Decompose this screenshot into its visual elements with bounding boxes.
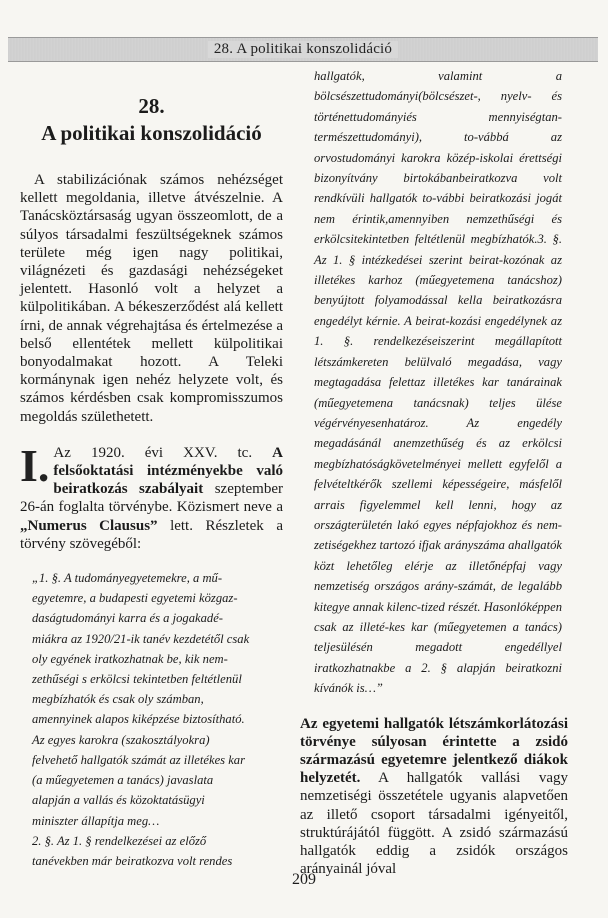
quote-line: vábbi beiratkozási jogát nem érintik, xyxy=(314,191,562,226)
right-paragraph-bold: Az egyetemi hallgatók létszámkorlátozási törvénye súlyosan érintette a zsidó származású egyetemre jelentkező diákok helyzetét. xyxy=(300,715,568,787)
quote-line: amennyinek alapos kiképzése biztosítható. xyxy=(32,712,245,727)
running-header xyxy=(8,37,598,62)
quote-line: miákra az 1920/21-ik tanév kezdetétől csak xyxy=(32,631,250,646)
chapter-title: A politikai konszolidáció xyxy=(41,121,262,145)
drop-cap: I. xyxy=(20,439,50,491)
quote-line: (a műegyetemen a tanács) javaslata xyxy=(32,773,214,788)
quote-line: határoz. Az engedély megadásánál a xyxy=(314,415,562,451)
law-nickname: „Numerus Clausus” xyxy=(20,517,158,534)
section-one xyxy=(20,439,283,553)
section-one-mid: szeptember 26-án foglalta törvénybe. Közismert neve a xyxy=(20,481,283,516)
law-title: A felsőoktatási intézményekbe való beiratkozás szabályait xyxy=(53,444,283,498)
quote-line: kozási engedélynek az 1. §. rendelkezései xyxy=(314,313,562,349)
quote-line: iskolai érettségi bizonyítvány birtokában xyxy=(314,150,562,186)
right-paragraph-rest: A hallgatók vallási vagy nemzetiségi összetétele ugyanis alapvetően az illető csoport társadalmi igényeitől, struktúrájától függött. A zsidó származású hallgatók eddig a zsidók országos arányainál jóval xyxy=(300,770,568,878)
section-one-post: lett. Részletek a törvény szövegéből: xyxy=(20,517,283,552)
quote-line: oly egyének iratkozhatnak be, kik nem- xyxy=(32,651,228,666)
quote-line: Az egyes karokra (szakosztályokra) xyxy=(32,732,210,747)
quote-line: a tanácshoz) benyújtott folyamodással kell xyxy=(314,273,562,308)
quote-line: tized részét. Hasonlóképpen csak az illeté- xyxy=(314,599,562,634)
quote-line: való megadása, vagy megtagadása felett xyxy=(314,354,562,390)
quote-line: követelményei mellett egyfelől a felvételt xyxy=(314,456,562,492)
right-column xyxy=(300,66,568,878)
quote-line: „1. §. A tudományegyetemekre, a mű- xyxy=(32,571,223,586)
law-quote-left xyxy=(32,568,273,871)
quote-line: tekintetben feltétlenül megbízhatók. xyxy=(353,232,538,247)
right-paragraph xyxy=(300,715,568,879)
running-header-title: 28. A politikai konszolidáció xyxy=(208,41,398,58)
quote-line: beiratkozva volt rendkívüli hallgatók to- xyxy=(314,171,562,206)
quote-line: daságtudományi karra és a jogakadé- xyxy=(32,611,223,626)
quote-line: zetiségekhez tartozó ifjak arányszáma a xyxy=(314,538,515,553)
quote-line: szerint megállapított létszámkereten belül xyxy=(314,334,562,369)
quote-line: kérők szellemi képességeire, másfelől arra xyxy=(314,477,562,512)
law-quote-right xyxy=(314,66,562,699)
chapter-number: 28. xyxy=(138,94,165,118)
quote-line: tanévekben már beiratkozva volt rendes xyxy=(32,853,233,868)
quote-line: hallgatók közt lehetőleg elérje az illető xyxy=(314,538,562,573)
section-one-pre: Az 1920. évi XXV. tc. xyxy=(53,444,273,461)
quote-line: kozónak az illetékes karhoz (műegyetemen xyxy=(314,252,562,288)
quote-line: (bölcsészet-, nyelv- és történettudományi xyxy=(314,89,562,124)
quote-line: felvehető hallgatók számát az illetékes kar xyxy=(32,752,245,767)
quote-line: kes kar (műegyetemen a tanács) teljes xyxy=(314,619,562,655)
quote-line: a beiratkozásra engedélyt kérnie. A beirat- xyxy=(314,293,562,328)
quote-line: 3. §. Az 1. § intézkedései szerint beirat- xyxy=(314,232,562,267)
intro-paragraph: A stabilizációnak számos nehézséget kellett megoldania, illetve átvészelnie. A Tanácsköztársaság ugyan összeomlott, de a súlyos társadalmi feszültségeknek számos területe még igen nagy politikai, világnézeti és gazdasági nehézségeket jelentett. Hasonló volt a helyzet a külpolitikában. A békeszerződést alá kellett írni, de annak végrehajtása és értelmezése a belső ellentétek mellett külpolitikai bonyodalmakat hozott. A Teleki kormánynak igen nehéz helyzete volt, és számos kérdésben csak kompromisszumos megoldás születhetett. xyxy=(20,172,283,425)
quote-line: ülésén megadott engedéllyel iratkozhatnak xyxy=(314,640,562,675)
quote-line: területén lakó egyes népfajokhoz és nem- xyxy=(347,517,562,532)
quote-line: 2. §. Az 1. § rendelkezései az előző xyxy=(32,833,207,848)
section-one-paragraph xyxy=(20,439,283,553)
quote-line: zethűségi s erkölcsi tekintetben feltétlenül xyxy=(32,672,242,687)
quote-line: és mennyiségtan-természettudományi), to- xyxy=(314,109,562,145)
quote-line: is figyelemmel kell lenni, hogy az ország xyxy=(314,497,562,532)
quote-line: számát, de legalább kitegye annak kilenc- xyxy=(314,579,562,614)
page-number: 209 xyxy=(292,871,316,888)
quote-line: az illetékes kar tanárainak (műegyetemen xyxy=(314,375,562,410)
quote-line: alapján a vallás és közoktatásügyi xyxy=(32,793,205,808)
quote-line: be a 2. § alapján beiratkozni kívánók is…” xyxy=(314,660,562,696)
quote-line: egyetemre, a budapesti egyetemi közgaz- xyxy=(32,591,238,606)
quote-line: vábbá az orvostudományi karokra közép- xyxy=(314,130,562,165)
quote-line: hallgatók, valamint a bölcsészettudományi xyxy=(314,69,562,104)
quote-line: megbízhatók és csak oly számban, xyxy=(32,692,204,707)
quote-line: a tanácsnak) teljes ülése végérvényesen xyxy=(314,395,562,430)
left-column xyxy=(20,66,283,871)
quote-line: miniszter állapítja meg… xyxy=(32,813,160,828)
quote-line: amennyiben nemzethűségi és erkölcsi xyxy=(314,211,562,247)
quote-line: népfaj vagy nemzetiség országos arány- xyxy=(314,558,562,594)
quote-line: nemzethűség és az erkölcsi megbízhatóság xyxy=(314,436,563,471)
